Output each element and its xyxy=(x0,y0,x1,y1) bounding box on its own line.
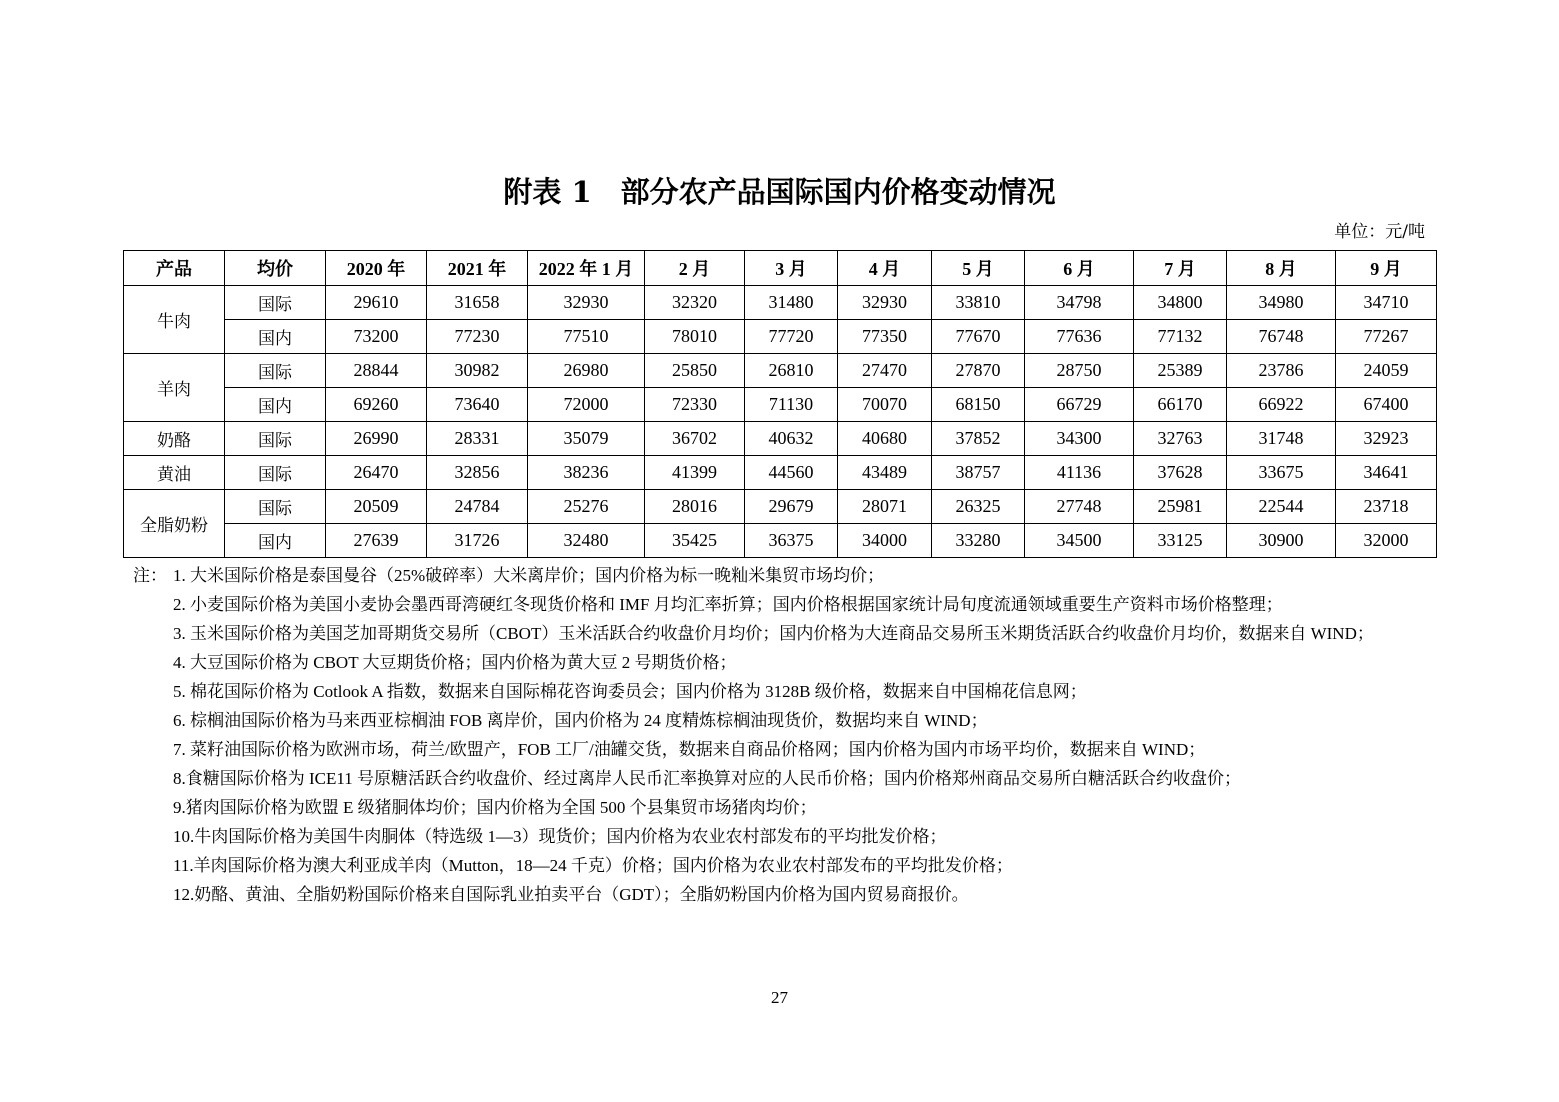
price-cell: 76748 xyxy=(1227,320,1336,354)
price-cell: 22544 xyxy=(1227,490,1336,524)
price-cell: 36375 xyxy=(745,524,838,558)
table-body xyxy=(124,286,1437,558)
price-type-cell: 国际 xyxy=(225,490,326,524)
price-cell: 29679 xyxy=(745,490,838,524)
page-number: 27 xyxy=(771,988,788,1007)
header-cell: 8 月 xyxy=(1227,251,1336,286)
price-cell: 32320 xyxy=(645,286,745,320)
table-row xyxy=(124,490,1437,524)
price-cell: 26990 xyxy=(326,422,427,456)
price-cell: 28750 xyxy=(1025,354,1134,388)
price-type-cell: 国际 xyxy=(225,354,326,388)
price-type-cell: 国内 xyxy=(225,388,326,422)
price-cell: 69260 xyxy=(326,388,427,422)
header-cell: 2021 年 xyxy=(427,251,528,286)
note-item xyxy=(133,735,1423,764)
notes-prefix: 注： xyxy=(133,566,167,585)
note-text: 12.奶酪、黄油、全脂奶粉国际价格来自国际乳业拍卖平台（GDT）；全脂奶粉国内价格为国内贸易商报价。 xyxy=(173,885,969,904)
price-cell: 77720 xyxy=(745,320,838,354)
note-item xyxy=(133,764,1423,793)
price-cell: 77132 xyxy=(1134,320,1227,354)
price-cell: 67400 xyxy=(1336,388,1437,422)
price-type-cell: 国际 xyxy=(225,456,326,490)
price-cell: 70070 xyxy=(838,388,932,422)
price-cell: 72000 xyxy=(528,388,645,422)
header-cell: 6 月 xyxy=(1025,251,1134,286)
price-cell: 77230 xyxy=(427,320,528,354)
price-cell: 44560 xyxy=(745,456,838,490)
price-cell: 24784 xyxy=(427,490,528,524)
note-item xyxy=(133,793,1423,822)
price-cell: 33125 xyxy=(1134,524,1227,558)
price-cell: 66922 xyxy=(1227,388,1336,422)
price-cell: 25981 xyxy=(1134,490,1227,524)
price-cell: 26325 xyxy=(932,490,1025,524)
price-cell: 34800 xyxy=(1134,286,1227,320)
price-cell: 34300 xyxy=(1025,422,1134,456)
price-cell: 72330 xyxy=(645,388,745,422)
price-cell: 23718 xyxy=(1336,490,1437,524)
price-cell: 38757 xyxy=(932,456,1025,490)
note-text: 8.食糖国际价格为 ICE11 号原糖活跃合约收盘价、经过离岸人民币汇率换算对应的人民币价格；国内价格郑州商品交易所白糖活跃合约收盘价； xyxy=(173,769,1242,788)
price-cell: 31726 xyxy=(427,524,528,558)
price-cell: 32000 xyxy=(1336,524,1437,558)
product-cell: 牛肉 xyxy=(124,286,225,354)
price-cell: 78010 xyxy=(645,320,745,354)
note-text: 6. 棕榈油国际价格为马来西亚棕榈油 FOB 离岸价，国内价格为 24 度精炼棕榈油现货价，数据均来自 WIND； xyxy=(173,711,988,730)
note-text: 5. 棉花国际价格为 Cotlook A 指数，数据来自国际棉花咨询委员会；国内价格为 3128B 级价格，数据来自中国棉花信息网； xyxy=(173,682,1087,701)
header-cell: 均价 xyxy=(225,251,326,286)
price-cell: 31658 xyxy=(427,286,528,320)
table-row xyxy=(124,354,1437,388)
price-type-cell: 国际 xyxy=(225,286,326,320)
price-cell: 31748 xyxy=(1227,422,1336,456)
price-cell: 34980 xyxy=(1227,286,1336,320)
note-item xyxy=(133,561,1423,590)
header-cell: 2 月 xyxy=(645,251,745,286)
product-cell: 黄油 xyxy=(124,456,225,490)
price-type-cell: 国内 xyxy=(225,320,326,354)
price-cell: 33810 xyxy=(932,286,1025,320)
price-cell: 34641 xyxy=(1336,456,1437,490)
price-table xyxy=(123,250,1437,558)
price-cell: 23786 xyxy=(1227,354,1336,388)
header-cell: 7 月 xyxy=(1134,251,1227,286)
price-cell: 38236 xyxy=(528,456,645,490)
price-cell: 25276 xyxy=(528,490,645,524)
header-row xyxy=(124,251,1437,286)
product-cell: 羊肉 xyxy=(124,354,225,422)
price-cell: 33280 xyxy=(932,524,1025,558)
price-cell: 28016 xyxy=(645,490,745,524)
price-cell: 27870 xyxy=(932,354,1025,388)
price-cell: 43489 xyxy=(838,456,932,490)
price-cell: 37628 xyxy=(1134,456,1227,490)
price-cell: 28071 xyxy=(838,490,932,524)
price-cell: 26810 xyxy=(745,354,838,388)
price-cell: 35425 xyxy=(645,524,745,558)
price-cell: 30900 xyxy=(1227,524,1336,558)
note-item xyxy=(133,619,1423,648)
header-cell: 4 月 xyxy=(838,251,932,286)
price-cell: 32923 xyxy=(1336,422,1437,456)
table-header xyxy=(124,251,1437,286)
price-cell: 73640 xyxy=(427,388,528,422)
table-row xyxy=(124,320,1437,354)
price-cell: 77350 xyxy=(838,320,932,354)
price-cell: 41136 xyxy=(1025,456,1134,490)
price-cell: 68150 xyxy=(932,388,1025,422)
note-item xyxy=(133,822,1423,851)
price-cell: 25850 xyxy=(645,354,745,388)
price-cell: 77510 xyxy=(528,320,645,354)
price-cell: 34710 xyxy=(1336,286,1437,320)
header-cell: 产品 xyxy=(124,251,225,286)
unit-label: 单位：元/吨 xyxy=(1334,222,1425,242)
note-text: 10.牛肉国际价格为美国牛肉胴体（特选级 1—3）现货价；国内价格为农业农村部发布的平均批发价格； xyxy=(173,827,947,846)
note-item xyxy=(133,677,1423,706)
price-cell: 28844 xyxy=(326,354,427,388)
price-cell: 30982 xyxy=(427,354,528,388)
table-row xyxy=(124,422,1437,456)
price-cell: 77670 xyxy=(932,320,1025,354)
price-cell: 28331 xyxy=(427,422,528,456)
price-cell: 34798 xyxy=(1025,286,1134,320)
price-cell: 73200 xyxy=(326,320,427,354)
price-cell: 25389 xyxy=(1134,354,1227,388)
price-type-cell: 国内 xyxy=(225,524,326,558)
note-item xyxy=(133,851,1423,880)
price-cell: 26980 xyxy=(528,354,645,388)
note-text: 3. 玉米国际价格为美国芝加哥期货交易所（CBOT）玉米活跃合约收盘价月均价；国内价格为大连商品交易所玉米期货活跃合约收盘价月均价，数据来自 WIND； xyxy=(173,624,1374,643)
table-row xyxy=(124,524,1437,558)
table-row xyxy=(124,388,1437,422)
price-cell: 36702 xyxy=(645,422,745,456)
note-text: 4. 大豆国际价格为 CBOT 大豆期货价格；国内价格为黄大豆 2 号期货价格； xyxy=(173,653,737,672)
price-cell: 32763 xyxy=(1134,422,1227,456)
note-text: 11.羊肉国际价格为澳大利亚成羊肉（Mutton，18—24 千克）价格；国内价格为农业农村部发布的平均批发价格； xyxy=(173,856,1013,875)
price-cell: 34500 xyxy=(1025,524,1134,558)
price-cell: 40680 xyxy=(838,422,932,456)
note-item xyxy=(133,590,1423,619)
header-cell: 2022 年 1 月 xyxy=(528,251,645,286)
price-cell: 32930 xyxy=(838,286,932,320)
note-text: 7. 菜籽油国际价格为欧洲市场，荷兰/欧盟产，FOB 工厂/油罐交货，数据来自商品价格网；国内价格为国内市场平均价，数据来自 WIND； xyxy=(173,740,1206,759)
note-item xyxy=(133,706,1423,735)
price-type-cell: 国际 xyxy=(225,422,326,456)
price-cell: 33675 xyxy=(1227,456,1336,490)
price-cell: 77636 xyxy=(1025,320,1134,354)
price-cell: 34000 xyxy=(838,524,932,558)
price-cell: 32856 xyxy=(427,456,528,490)
price-cell: 29610 xyxy=(326,286,427,320)
table-row xyxy=(124,456,1437,490)
header-cell: 9 月 xyxy=(1336,251,1437,286)
price-cell: 32480 xyxy=(528,524,645,558)
price-cell: 24059 xyxy=(1336,354,1437,388)
price-cell: 32930 xyxy=(528,286,645,320)
product-cell: 奶酪 xyxy=(124,422,225,456)
price-cell: 31480 xyxy=(745,286,838,320)
header-cell: 3 月 xyxy=(745,251,838,286)
price-cell: 40632 xyxy=(745,422,838,456)
price-cell: 77267 xyxy=(1336,320,1437,354)
price-cell: 41399 xyxy=(645,456,745,490)
product-cell: 全脂奶粉 xyxy=(124,490,225,558)
header-cell: 5 月 xyxy=(932,251,1025,286)
header-cell: 2020 年 xyxy=(326,251,427,286)
table-row xyxy=(124,286,1437,320)
price-cell: 71130 xyxy=(745,388,838,422)
price-cell: 20509 xyxy=(326,490,427,524)
price-cell: 35079 xyxy=(528,422,645,456)
price-cell: 37852 xyxy=(932,422,1025,456)
notes xyxy=(133,561,1423,909)
price-cell: 26470 xyxy=(326,456,427,490)
price-cell: 66729 xyxy=(1025,388,1134,422)
price-cell: 27639 xyxy=(326,524,427,558)
price-cell: 66170 xyxy=(1134,388,1227,422)
note-item xyxy=(133,880,1423,909)
price-cell: 27748 xyxy=(1025,490,1134,524)
note-text: 9.猪肉国际价格为欧盟 E 级猪胴体均价；国内价格为全国 500 个县集贸市场猪肉均价； xyxy=(173,798,817,817)
note-item xyxy=(133,648,1423,677)
price-cell: 27470 xyxy=(838,354,932,388)
note-text: 2. 小麦国际价格为美国小麦协会墨西哥湾硬红冬现货价格和 IMF 月均汇率折算；国内价格根据国家统计局旬度流通领域重要生产资料市场价格整理； xyxy=(173,595,1283,614)
note-text: 1. 大米国际价格是泰国曼谷（25%破碎率）大米离岸价；国内价格为标一晚籼米集贸市场均价； xyxy=(173,566,885,585)
page-title: 附表 1 部分农产品国际国内价格变动情况 xyxy=(503,175,1056,209)
